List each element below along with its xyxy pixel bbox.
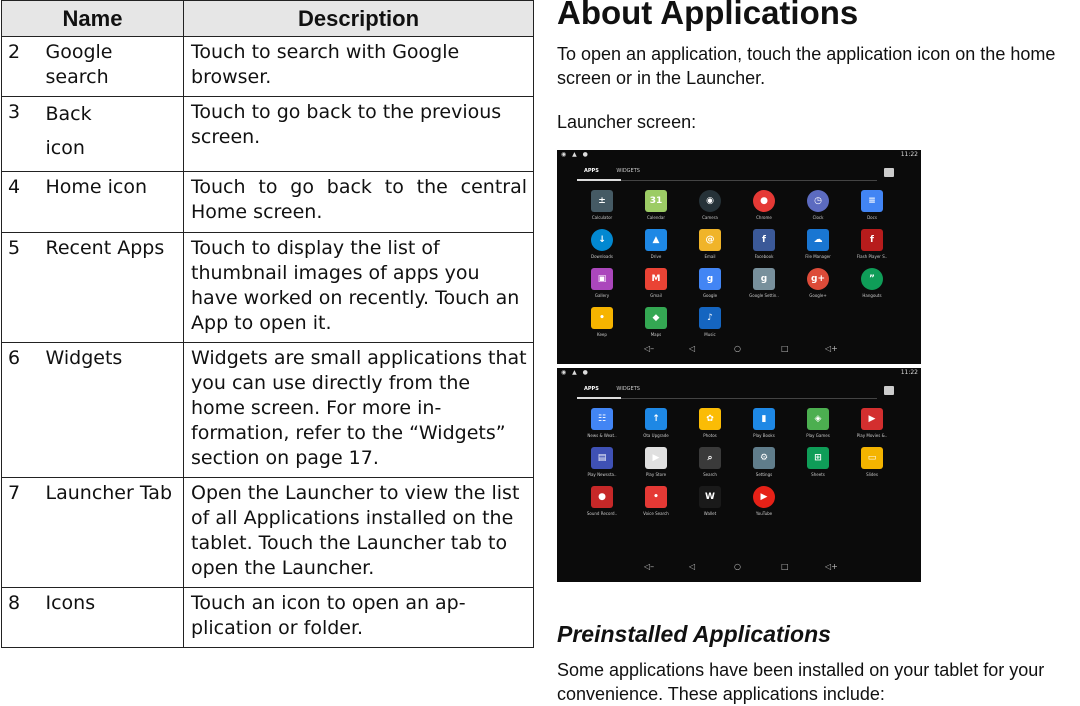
app-chrome[interactable] <box>737 190 791 220</box>
tab-underline <box>577 398 877 399</box>
preinstalled-applications-title: Preinstalled Applications <box>557 621 831 647</box>
about-applications-section <box>557 0 1080 704</box>
row-number: 6 <box>2 343 42 478</box>
gallery-icon: ▣ <box>591 268 613 290</box>
google-plus-icon: g+ <box>807 268 829 290</box>
row-name-line: Back <box>45 103 92 125</box>
home-icon[interactable]: ○ <box>734 344 741 353</box>
table-header-row <box>2 1 534 37</box>
app-label: Settings <box>755 472 773 477</box>
app-label: Facebook <box>754 254 774 259</box>
row-name: Launcher Tab <box>42 478 184 588</box>
app-maps[interactable] <box>629 307 683 337</box>
table-row <box>2 343 534 478</box>
app-slides[interactable] <box>845 447 899 477</box>
maps-icon: ◆ <box>645 307 667 329</box>
app-label: Drive <box>650 254 662 259</box>
home-icon[interactable]: ○ <box>734 562 741 571</box>
app-label: Google+ <box>809 293 827 298</box>
app-gallery[interactable] <box>575 268 629 298</box>
table-row <box>2 37 534 97</box>
app-hangouts[interactable] <box>845 268 899 298</box>
app-label: Play Newssta.. <box>587 472 617 477</box>
docs-icon: ≡ <box>861 190 883 212</box>
app-gmail[interactable] <box>629 268 683 298</box>
row-description: Touch to display the list of thumbnail images of apps you have worked on recently. Touch an App to open it. <box>184 233 534 343</box>
app-label: Gmail <box>650 293 662 298</box>
table-row <box>2 233 534 343</box>
drive-icon: ▲ <box>645 229 667 251</box>
row-number: 2 <box>2 37 42 97</box>
table-row <box>2 478 534 588</box>
app-label: Google <box>702 293 718 298</box>
app-label: Docs <box>867 215 877 220</box>
row-name: Widgets <box>42 343 184 478</box>
app-google-settings[interactable] <box>737 268 791 298</box>
app-voice-search[interactable] <box>629 486 683 516</box>
volume-down-icon[interactable]: ◁– <box>644 562 655 571</box>
preinstalled-applications-body: Some applications have been installed on your tablet for your convenience. These applications include: <box>557 660 1045 704</box>
app-label: Slides <box>866 472 878 477</box>
app-news-weather[interactable] <box>575 408 629 438</box>
app-label: Downloads <box>591 254 613 259</box>
row-name: Icons <box>42 588 184 648</box>
launcher-screen-label: Launcher screen: <box>557 112 697 132</box>
description-table <box>1 0 534 648</box>
row-description: Touch to search with Google browser. <box>184 37 534 97</box>
app-photos[interactable] <box>683 408 737 438</box>
volume-down-icon[interactable]: ◁– <box>644 344 655 353</box>
app-file-manager[interactable] <box>791 229 845 259</box>
play-books-icon: ▮ <box>753 408 775 430</box>
status-time: 11:22 <box>900 369 918 376</box>
app-label: News & Weat.. <box>587 433 617 438</box>
launcher-screenshot-1 <box>557 150 921 364</box>
launcher-screenshot-2 <box>557 368 921 582</box>
calendar-icon: 31 <box>645 190 667 212</box>
status-time: 11:22 <box>900 151 918 158</box>
clock-icon: ◷ <box>807 190 829 212</box>
app-calendar[interactable] <box>629 190 683 220</box>
app-settings[interactable] <box>737 447 791 477</box>
row-number: 7 <box>2 478 42 588</box>
app-label: Play Books <box>753 433 775 438</box>
facebook-icon: f <box>753 229 775 251</box>
row-name: Home icon <box>42 172 184 233</box>
keep-icon: • <box>591 307 613 329</box>
row-description: Touch to go back to the previous screen. <box>184 97 534 172</box>
notification-icons: ◉ ▲ ● <box>561 369 590 376</box>
flash-player-icon: f <box>861 229 883 251</box>
tab-widgets[interactable]: WIDGETS <box>616 386 640 392</box>
app-google-plus[interactable] <box>791 268 845 298</box>
app-clock[interactable] <box>791 190 845 220</box>
app-label: Camera <box>702 215 718 220</box>
app-play-books[interactable] <box>737 408 791 438</box>
downloads-icon: ↓ <box>591 229 613 251</box>
recent-apps-icon[interactable]: □ <box>781 344 789 353</box>
launcher-tabs <box>584 168 656 174</box>
tab-underline <box>577 180 877 181</box>
google-settings-icon: g <box>753 268 775 290</box>
section-title: About Applications <box>557 0 859 31</box>
row-name: Recent Apps <box>42 233 184 343</box>
app-label: Hangouts <box>862 293 882 298</box>
row-number: 8 <box>2 588 42 648</box>
app-downloads[interactable] <box>575 229 629 259</box>
camera-icon: ◉ <box>699 190 721 212</box>
app-keep[interactable] <box>575 307 629 337</box>
app-search[interactable] <box>683 447 737 477</box>
row-description: Touch an icon to open an ap-plication or folder. <box>184 588 534 648</box>
app-label: Wallet <box>703 511 717 516</box>
app-flash-player[interactable] <box>845 229 899 259</box>
email-icon: @ <box>699 229 721 251</box>
calculator-icon: ± <box>591 190 613 212</box>
description-header: Description <box>184 1 534 37</box>
table-row <box>2 588 534 648</box>
app-label: Sound Record.. <box>586 511 618 516</box>
row-description: Open the Launcher to view the list of all Applications installed on the tablet. Touch the Launcher tab to open the Launcher. <box>184 478 534 588</box>
google-icon: g <box>699 268 721 290</box>
app-google[interactable] <box>683 268 737 298</box>
intro-paragraph: To open an application, touch the application icon on the home screen or in the Launcher. <box>557 44 1056 88</box>
play-store-icon: ▶ <box>645 447 667 469</box>
navigation-bar <box>557 562 921 574</box>
tab-apps[interactable]: APPS <box>584 386 599 392</box>
volume-up-icon[interactable]: ◁+ <box>825 562 838 571</box>
back-icon[interactable]: ◁ <box>689 562 696 571</box>
app-label: Flash Player S.. <box>856 254 888 259</box>
row-name: Google search <box>42 37 184 97</box>
status-bar <box>557 150 921 159</box>
app-email[interactable] <box>683 229 737 259</box>
app-play-store[interactable] <box>629 447 683 477</box>
store-icon[interactable] <box>884 168 894 177</box>
back-icon[interactable]: ◁ <box>689 344 696 353</box>
chrome-icon: ● <box>753 190 775 212</box>
slides-icon: ▭ <box>861 447 883 469</box>
app-label: Play Games <box>806 433 830 438</box>
app-grid <box>575 408 899 516</box>
settings-icon: ⚙ <box>753 447 775 469</box>
app-label: Keep <box>597 332 607 337</box>
music-icon: ♪ <box>699 307 721 329</box>
app-label: Sheets <box>811 472 825 477</box>
store-icon[interactable] <box>884 386 894 395</box>
app-label: Google Settin.. <box>749 293 779 298</box>
app-label: Photos <box>703 433 717 438</box>
app-label: File Manager <box>805 254 831 259</box>
gmail-icon: M <box>645 268 667 290</box>
app-label: Gallery <box>594 293 610 298</box>
row-number: 3 <box>2 97 42 172</box>
navigation-bar <box>557 344 921 356</box>
voice-search-icon: • <box>645 486 667 508</box>
search-icon: ⌕ <box>699 447 721 469</box>
app-sheets[interactable] <box>791 447 845 477</box>
app-docs[interactable] <box>845 190 899 220</box>
status-bar <box>557 368 921 377</box>
app-play-movies[interactable] <box>845 408 899 438</box>
table-row <box>2 172 534 233</box>
sound-recorder-icon: ● <box>591 486 613 508</box>
hangouts-icon: ” <box>861 268 883 290</box>
notification-icons: ◉ ▲ ● <box>561 151 590 158</box>
row-name <box>42 97 184 172</box>
app-facebook[interactable] <box>737 229 791 259</box>
app-label: Chrome <box>756 215 772 220</box>
app-label: Maps <box>650 332 662 337</box>
app-label: Clock <box>812 215 824 220</box>
name-header: Name <box>2 1 184 37</box>
app-youtube[interactable] <box>737 486 791 516</box>
app-ota-upgrade[interactable] <box>629 408 683 438</box>
row-description: Widgets are small applications that you can use directly from the home screen. For more in-formation, refer to the “Widgets” section on page 17. <box>184 343 534 478</box>
app-label: Voice Search <box>643 511 669 516</box>
play-movies-icon: ▶ <box>861 408 883 430</box>
table-row <box>2 97 534 172</box>
recent-apps-icon[interactable]: □ <box>781 562 789 571</box>
app-drive[interactable] <box>629 229 683 259</box>
app-label: Music <box>704 332 716 337</box>
wallet-icon: W <box>699 486 721 508</box>
app-calculator[interactable] <box>575 190 629 220</box>
app-label: Search <box>703 472 717 477</box>
file-manager-icon: ☁ <box>807 229 829 251</box>
youtube-icon: ▶ <box>753 486 775 508</box>
row-number: 4 <box>2 172 42 233</box>
ota-upgrade-icon: ↑ <box>645 408 667 430</box>
app-play-newsstand[interactable] <box>575 447 629 477</box>
app-label: Calculator <box>591 215 613 220</box>
play-newsstand-icon: ▤ <box>591 447 613 469</box>
sheets-icon: ⊞ <box>807 447 829 469</box>
tab-widgets[interactable]: WIDGETS <box>616 168 640 174</box>
tab-apps[interactable]: APPS <box>584 168 599 174</box>
app-label: YouTube <box>755 511 773 516</box>
news-weather-icon: ☷ <box>591 408 613 430</box>
app-camera[interactable] <box>683 190 737 220</box>
row-name-line: icon <box>45 137 85 159</box>
play-games-icon: ◈ <box>807 408 829 430</box>
volume-up-icon[interactable]: ◁+ <box>825 344 838 353</box>
app-label: Email <box>704 254 716 259</box>
app-label: Play Movies &.. <box>856 433 888 438</box>
launcher-tabs <box>584 386 656 392</box>
app-label: Play Store <box>645 472 667 477</box>
app-label: Ota Upgrade <box>643 433 669 438</box>
row-description: Touch to go back to the central Home screen. <box>184 172 534 233</box>
app-label: Calendar <box>647 215 665 220</box>
app-sound-recorder[interactable] <box>575 486 629 516</box>
app-wallet[interactable] <box>683 486 737 516</box>
row-number: 5 <box>2 233 42 343</box>
app-music[interactable] <box>683 307 737 337</box>
app-play-games[interactable] <box>791 408 845 438</box>
app-grid <box>575 190 899 337</box>
photos-icon: ✿ <box>699 408 721 430</box>
